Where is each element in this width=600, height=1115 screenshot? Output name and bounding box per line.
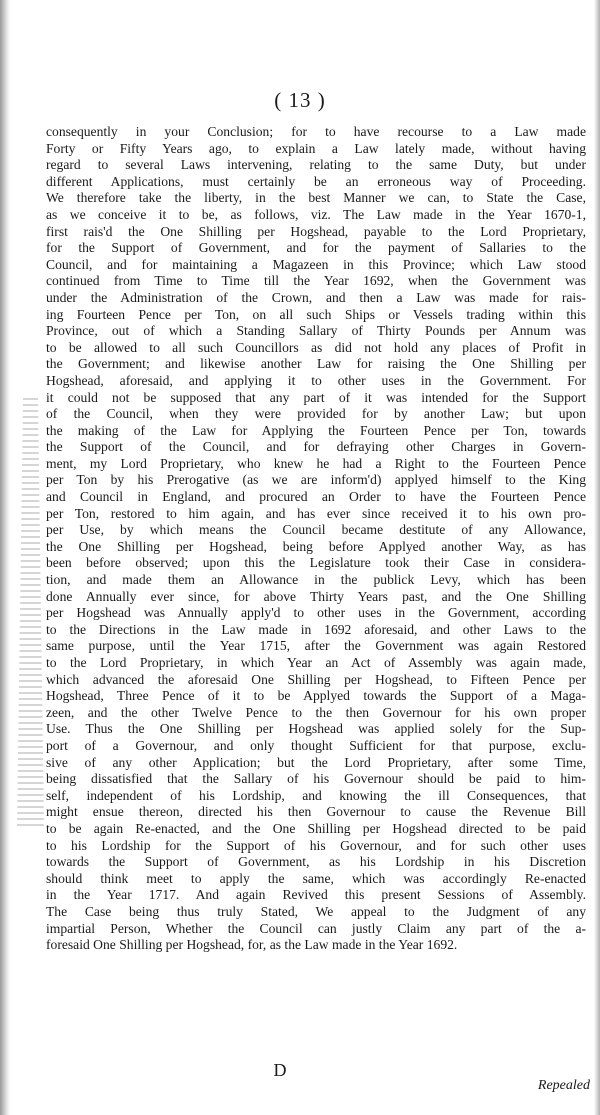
- signature-mark: D: [273, 1060, 287, 1080]
- text-line: for the Support of Government, and for the payment of Sallaries to the: [46, 240, 586, 256]
- text-line: been before observed; upon this the Legislature took their Case in considera-: [46, 555, 586, 571]
- text-line: sive of any other Application; but the Lord Proprietary, after some Time,: [46, 754, 586, 770]
- text-line: different Applications, must certainly be an erroneous way of Proceeding.: [46, 173, 586, 189]
- text-line: it could not be supposed that any part of it was intended for the Support: [46, 389, 586, 405]
- text-line: should think meet to apply the same, which was accordingly Re-enacted: [46, 870, 586, 886]
- body-text: [46, 124, 586, 954]
- binding-edge: [0, 0, 10, 1115]
- text-line: to be again Re-enacted, and the One Shilling per Hogshead directed to be paid: [46, 820, 586, 836]
- text-line: per Hogshead was Annually apply'd to other uses in the Government, according: [46, 605, 586, 621]
- text-line: first rais'd the One Shilling per Hogshead, payable to the Lord Proprietary,: [46, 223, 586, 239]
- text-line: the making of the Law for Applying the Fourteen Pence per Ton, towards: [46, 422, 586, 438]
- text-line: port of a Governour, and only thought Sufficient for that purpose, exclu-: [46, 737, 586, 753]
- text-line: per Use, by which means the Council became destitute of any Allowance,: [46, 522, 586, 538]
- text-line: continued from Time to Time till the Year 1692, when the Government was: [46, 273, 586, 289]
- text-line: the Government; and likewise another Law for raising the One Shilling per: [46, 356, 586, 372]
- text-line: ing Fourteen Pence per Ton, on all such Ships or Vessels trading within this: [46, 306, 586, 322]
- text-line: impartial Person, Whether the Council can justly Claim any part of the a-: [46, 920, 586, 936]
- text-line: of the Council, when they were provided for by another Law; but upon: [46, 406, 586, 422]
- text-line: Use. Thus the One Shilling per Hogshead was applied solely for the Sup-: [46, 721, 586, 737]
- text-line: to the Directions in the Law made in 1692 aforesaid, and other Laws to the: [46, 621, 586, 637]
- text-line: The Case being thus truly Stated, We appeal to the Judgment of any: [46, 903, 586, 919]
- text-line: per Ton by his Prerogative (as we are inform'd) applyed himself to the King: [46, 472, 586, 488]
- text-line: Hogshead, aforesaid, and applying it to other uses in the Government. For: [46, 372, 586, 388]
- text-line: Province, out of which a Standing Sallary of Thirty Pounds per Annum was: [46, 323, 586, 339]
- text-line: the One Shilling per Hogshead, being before Applyed another Way, as has: [46, 538, 586, 554]
- text-line: Council, and for maintaining a Magazeen in this Province; which Law stood: [46, 256, 586, 272]
- text-line: per Ton, restored to him again, and has ever since received it to his own pro-: [46, 505, 586, 521]
- text-line: regard to several Laws intervening, relating to the same Duty, but under: [46, 157, 586, 173]
- text-line: zeen, and the other Twelve Pence to the then Governour for his own proper: [46, 704, 586, 720]
- page-edge-shadow: [594, 0, 600, 1115]
- text-line: Forty or Fifty Years ago, to explain a Law lately made, without having: [46, 140, 586, 156]
- text-line: the Support of the Council, and for defraying other Charges in Govern-: [46, 439, 586, 455]
- text-line: in the Year 1717. And again Revived this present Sessions of Assembly.: [46, 887, 586, 903]
- text-line: under the Administration of the Crown, and then a Law was made for rais-: [46, 289, 586, 305]
- text-line: and Council in England, and procured an Order to have the Fourteen Pence: [46, 489, 586, 505]
- text-line: to his Lordship for the Support of his Governour, and for such other uses: [46, 837, 586, 853]
- page-number: ( 13 ): [274, 88, 326, 112]
- text-line: done Annually ever since, for above Thirty Years past, and the One Shilling: [46, 588, 586, 604]
- text-line: consequently in your Conclusion; for to have recourse to a Law made: [46, 124, 586, 139]
- bleed-through-marks: [14, 398, 44, 828]
- text-line: same purpose, until the Year 1715, after the Government was again Restored: [46, 638, 586, 654]
- text-line: to be allowed to all such Councillors as did not hold any places of Profit in: [46, 339, 586, 355]
- text-line: foresaid One Shilling per Hogshead, for, as the Law made in the Year 1692.: [46, 937, 458, 953]
- text-line: We therefore take the liberty, in the best Manner we can, to State the Case,: [46, 190, 586, 206]
- catchword: Repealed: [537, 1078, 590, 1093]
- text-line: as we conceive it to be, as follows, viz. The Law made in the Year 1670-1,: [46, 206, 586, 222]
- text-line: tion, and made them an Allowance in the publick Levy, which has been: [46, 572, 586, 588]
- text-line: which advanced the aforesaid One Shilling per Hogshead, to Fifteen Pence per: [46, 671, 586, 687]
- text-line: might ensue thereon, directed his then Governour to cause the Revenue Bill: [46, 804, 586, 820]
- text-line: ment, my Lord Proprietary, who knew he had a Right to the Fourteen Pence: [46, 455, 586, 471]
- text-line: being dissatisfied that the Sallary of his Governour should be paid to him-: [46, 771, 586, 787]
- text-line: self, independent of his Lordship, and knowing the ill Consequences, that: [46, 787, 586, 803]
- text-line: towards the Support of Government, as his Lordship in his Discretion: [46, 854, 586, 870]
- text-line: Hogshead, Three Pence of it to be Applyed towards the Support of a Maga-: [46, 688, 586, 704]
- text-line: to the Lord Proprietary, in which Year an Act of Assembly was again made,: [46, 655, 586, 670]
